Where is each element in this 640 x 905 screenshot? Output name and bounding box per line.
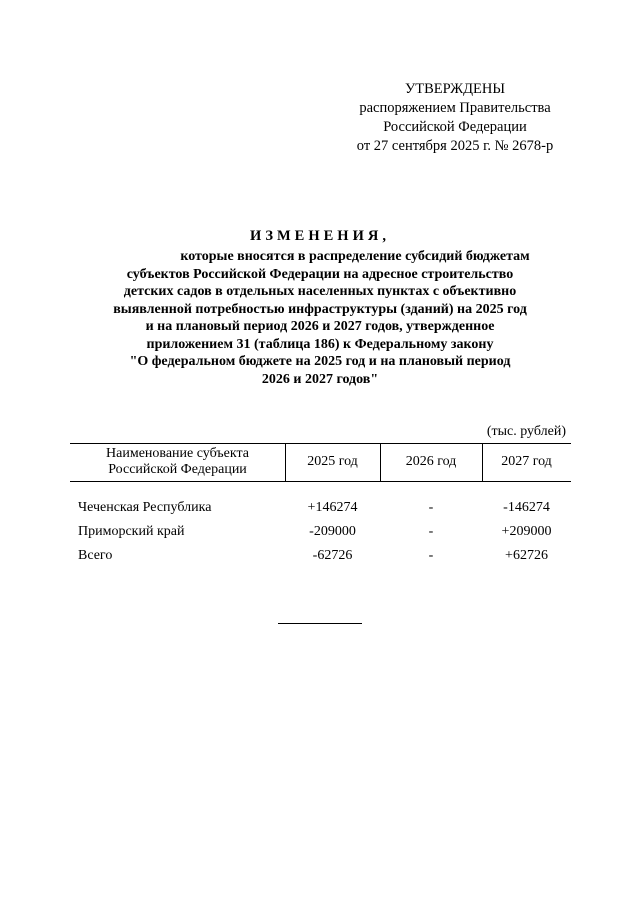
header-name-line1: Наименование субъекта	[106, 446, 249, 461]
row-value-2027: +209000	[501, 524, 552, 539]
end-of-document-line	[278, 623, 362, 624]
approval-issuer-country: Российской Федерации	[383, 119, 527, 135]
table-row	[0, 524, 640, 546]
row-region-name: Приморский край	[78, 524, 185, 539]
subtitle-line: которые вносятся в распределение субсидий бюджетам	[180, 249, 530, 264]
subtitle-line: субъектов Российской Федерации на адресное строительство	[126, 266, 514, 282]
row-region-name: Чеченская Республика	[78, 500, 212, 515]
row-value-2025: -62726	[312, 548, 353, 563]
document-title: ИЗМЕНЕНИЯ,	[250, 228, 390, 244]
subtitle-line: "О федеральном бюджете на 2025 год и на плановый период	[129, 354, 511, 369]
row-value-2027: -146274	[503, 500, 550, 515]
table-row	[0, 500, 640, 522]
row-value-2025: -209000	[309, 524, 356, 539]
table-header-2027: 2027 год	[501, 454, 552, 469]
header-name-line2: Российской Федерации	[108, 462, 247, 477]
row-value-2026: -	[428, 548, 434, 563]
units-label: (тыс. рублей)	[486, 424, 566, 439]
row-value-2027: +62726	[505, 548, 548, 563]
subtitle-line: детских садов в отдельных населенных пунктах с объективно	[123, 284, 517, 299]
subtitle-line: приложением 31 (таблица 186) к Федеральному закону	[146, 336, 494, 352]
table-header-2026: 2026 год	[405, 454, 457, 469]
table-header-2025: 2025 год	[307, 454, 358, 469]
row-value-2026: -	[428, 500, 434, 515]
table-header-name	[70, 443, 285, 481]
row-total-label: Всего	[78, 548, 113, 563]
row-value-2025: +146274	[307, 500, 358, 515]
table-header-border	[70, 481, 571, 482]
approval-heading: УТВЕРЖДЕНЫ	[404, 81, 506, 97]
subtitle-line: и на плановый период 2026 и 2027 годов, утвержденное	[145, 319, 495, 334]
document-subtitle	[60, 248, 580, 388]
subtitle-line: 2026 и 2027 годов"	[261, 371, 379, 387]
approval-date-number: от 27 сентября 2025 г. № 2678-р	[356, 138, 554, 154]
approval-issuer: распоряжением Правительства	[359, 100, 551, 116]
approval-stamp	[330, 80, 580, 156]
row-value-2026: -	[428, 524, 434, 539]
subtitle-line: выявленной потребностью инфраструктуры (зданий) на 2025 год	[113, 301, 527, 317]
table-row-total	[0, 548, 640, 570]
